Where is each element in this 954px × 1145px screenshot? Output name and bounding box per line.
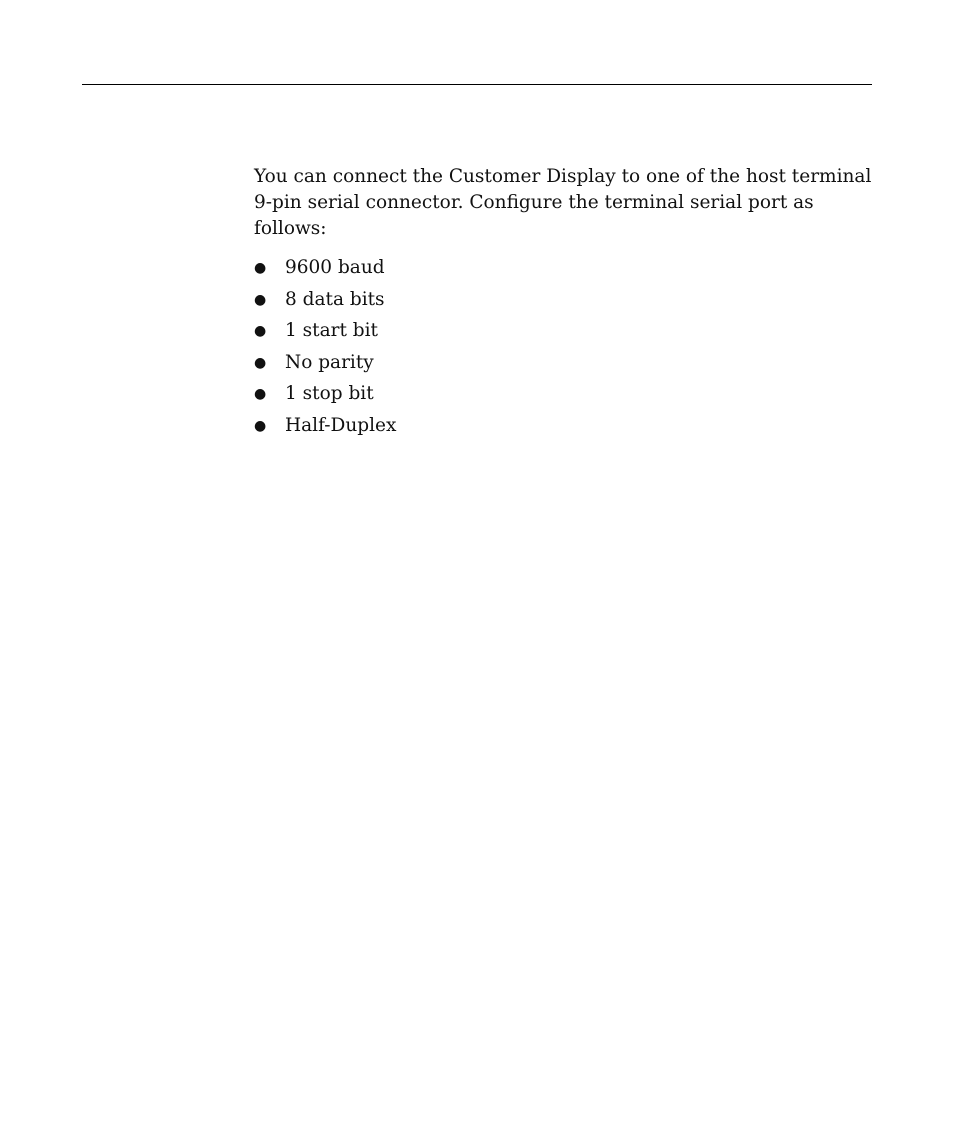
bullet-icon: ● <box>254 354 267 371</box>
content-area <box>254 164 872 441</box>
list-item-text: 9600 baud <box>285 257 385 278</box>
serial-settings-list <box>254 252 872 441</box>
list-item-text: 8 data bits <box>285 288 385 310</box>
bullet-icon: ● <box>254 323 267 339</box>
intro-paragraph: You can connect the Customer Display to one of the host terminal 9-pin serial connector. Configure the terminal serial port as follows: <box>254 166 872 239</box>
list-item-text: 1 stop bit <box>285 383 374 404</box>
bullet-icon: ● <box>254 291 267 308</box>
list-item <box>254 315 872 347</box>
bullet-icon: ● <box>254 260 267 276</box>
bullet-icon: ● <box>254 386 267 402</box>
list-item <box>254 347 872 379</box>
list-item-text: No parity <box>285 351 374 373</box>
bullet-icon: ● <box>254 417 267 434</box>
list-item <box>254 284 872 316</box>
list-item-text: Half-Duplex <box>285 414 397 436</box>
list-item <box>254 410 872 442</box>
list-item <box>254 252 872 284</box>
list-item-text: 1 start bit <box>285 320 378 341</box>
list-item <box>254 378 872 410</box>
header-rule <box>82 84 872 85</box>
